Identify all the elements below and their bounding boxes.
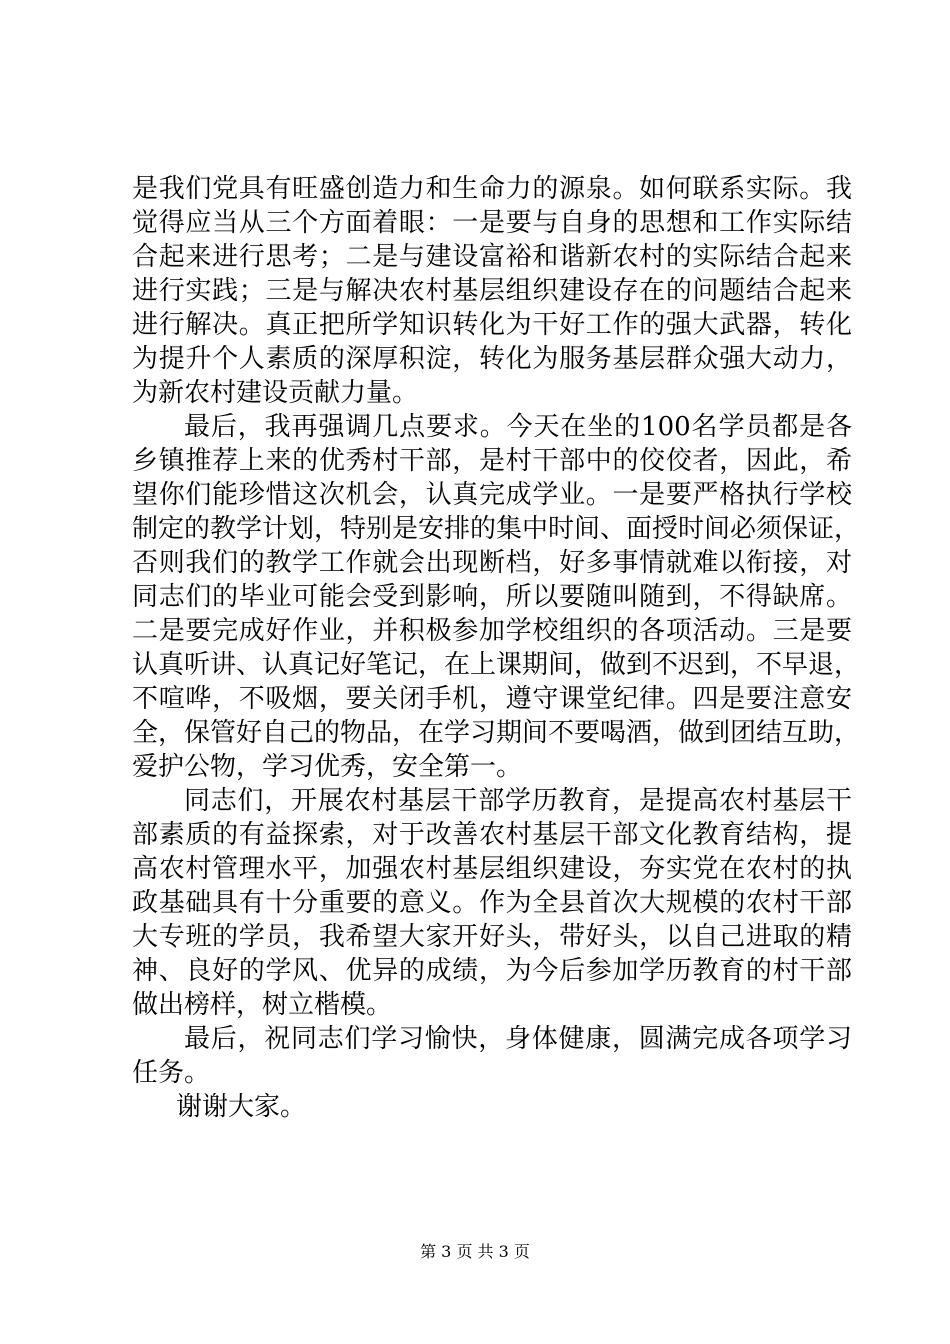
paragraph-line: 乡镇推荐上来的优秀村干部，是村干部中的佼佼者，因此，希 (132, 446, 852, 476)
paragraph-4 (132, 1022, 852, 1090)
paragraph-line: 进行解决。真正把所学知识转化为干好工作的强大武器，转化 (132, 310, 852, 340)
paragraph-3 (132, 784, 852, 1022)
paragraph-line: 合起来进行思考；二是与建设富裕和谐新农村的实际结合起来 (132, 242, 852, 272)
paragraph-line: 最后，我再强调几点要求。今天在坐的100名学员都是各 (184, 412, 852, 442)
paragraph-line: 认真听讲、认真记好笔记，在上课期间，做到不迟到，不早退， (132, 650, 861, 680)
paragraph-line: 部素质的有益探索，对于改善农村基层干部文化教育结构，提 (132, 820, 852, 850)
paragraph-line: 觉得应当从三个方面着眼：一是要与自身的思想和工作实际结 (132, 208, 852, 238)
paragraph-line: 是我们党具有旺盛创造力和生命力的源泉。如何联系实际。我 (132, 174, 852, 204)
paragraph-line: 同志们的毕业可能会受到影响，所以要随叫随到，不得缺席。 (132, 582, 852, 612)
paragraph-line: 同志们，开展农村基层干部学历教育，是提高农村基层干 (184, 786, 852, 816)
paragraph-line: 进行实践；三是与解决农村基层组织建设存在的问题结合起来 (132, 276, 852, 306)
paragraph-line: 爱护公物，学习优秀，安全第一。 (132, 752, 523, 782)
paragraph-line: 大专班的学员，我希望大家开好头，带好头，以自己进取的精 (132, 922, 852, 952)
paragraph-line: 望你们能珍惜这次机会，认真完成学业。一是要严格执行学校 (132, 480, 852, 510)
page-number-label: 第 3 页 共 3 页 (420, 1242, 530, 1261)
paragraph-5 (132, 1090, 852, 1124)
paragraph-line: 谢谢大家。 (176, 1092, 307, 1122)
paragraph-line: 制定的教学计划，特别是安排的集中时间、面授时间必须保证， (132, 514, 861, 544)
paragraph-line: 为新农村建设贡献力量。 (132, 378, 419, 408)
paragraph-line: 政基础具有十分重要的意义。作为全县首次大规模的农村干部 (132, 888, 852, 918)
paragraph-line: 否则我们的教学工作就会出现断档，好多事情就难以衔接，对 (132, 548, 852, 578)
paragraph-line: 任务。 (132, 1058, 211, 1088)
paragraph-1 (132, 172, 852, 410)
paragraph-line: 做出榜样，树立楷模。 (132, 990, 393, 1020)
paragraph-2 (132, 410, 861, 784)
paragraph-line: 最后，祝同志们学习愉快，身体健康，圆满完成各项学习 (184, 1024, 852, 1054)
paragraph-line: 全，保管好自己的物品，在学习期间不要喝酒，做到团结互助， (132, 718, 861, 748)
document-body (132, 172, 861, 1124)
page-footer (0, 1241, 950, 1263)
paragraph-line: 二是要完成好作业，并积极参加学校组织的各项活动。三是要 (132, 616, 852, 646)
paragraph-line: 神、良好的学风、优异的成绩，为今后参加学历教育的村干部 (132, 956, 852, 986)
paragraph-line: 不喧哗，不吸烟，要关闭手机，遵守课堂纪律。四是要注意安 (132, 684, 852, 714)
paragraph-line: 为提升个人素质的深厚积淀，转化为服务基层群众强大动力， (132, 344, 852, 374)
paragraph-line: 高农村管理水平，加强农村基层组织建设，夯实党在农村的执 (132, 854, 852, 884)
